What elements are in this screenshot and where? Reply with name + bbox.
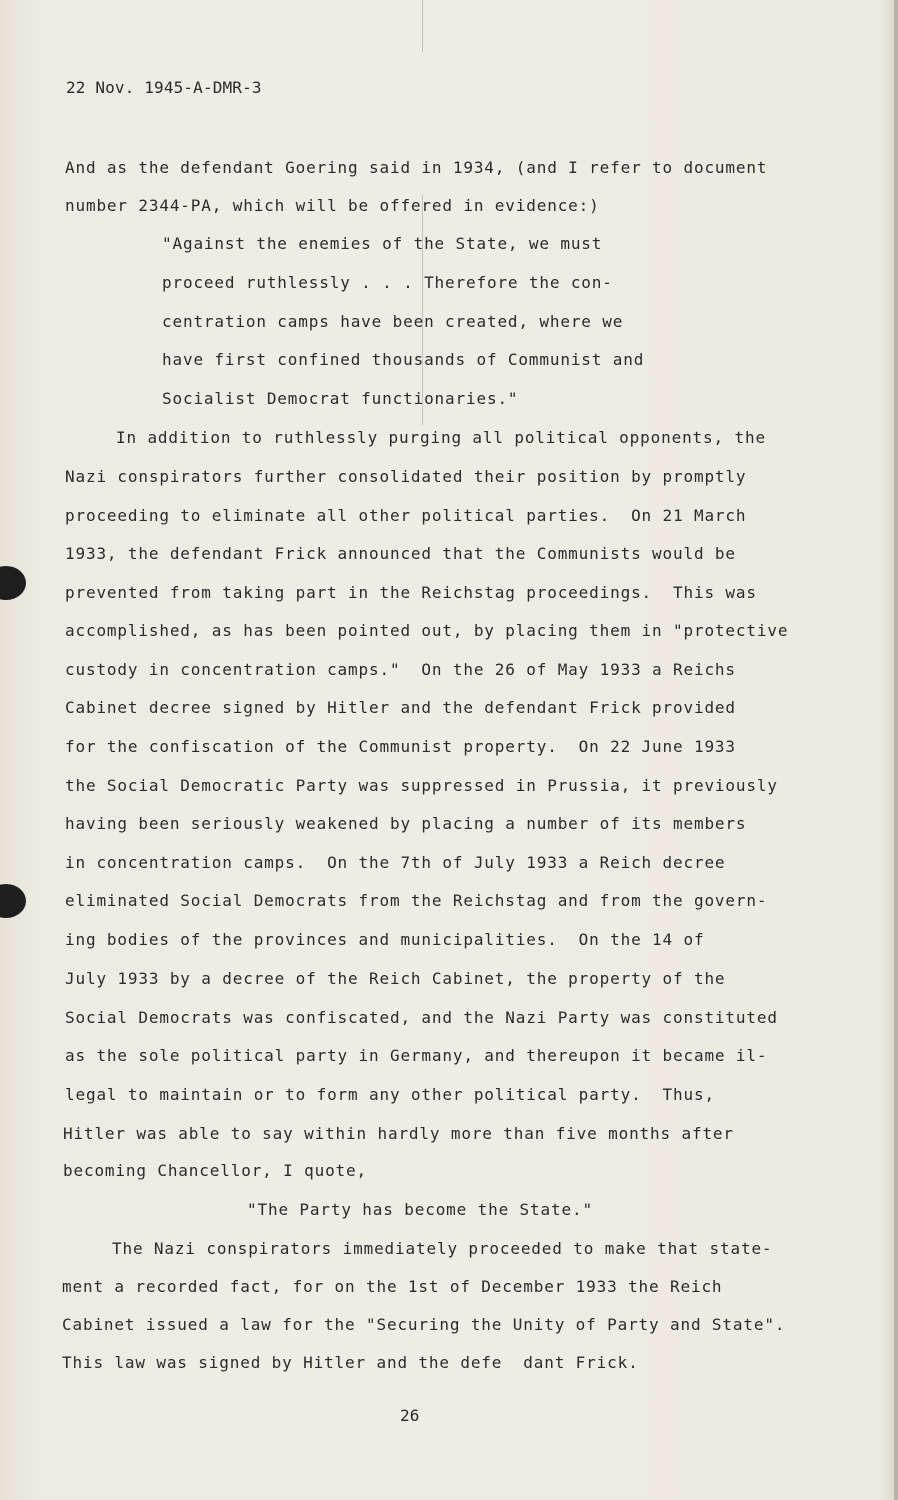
text-line: And as the defendant Goering said in 1934, (and I refer to document [65,158,768,177]
text-line: ment a recorded fact, for on the 1st of December 1933 the Reich [62,1277,723,1296]
quote-line: have first confined thousands of Communist and [162,350,645,369]
text-line: eliminated Social Democrats from the Reichstag and from the govern- [65,891,768,910]
text-line: becoming Chancellor, I quote, [63,1161,368,1180]
quote-line: "Against the enemies of the State, we must [162,234,603,253]
text-line: Hitler was able to say within hardly more than five months after [63,1124,734,1143]
page-edge-shadow [894,0,898,1500]
text-line: 1933, the defendant Frick announced that the Communists would be [65,544,736,563]
text-line: custody in concentration camps." On the 26 of May 1933 a Reichs [65,660,736,679]
fold-mark [422,0,423,52]
quote-line: centration camps have been created, where we [162,312,624,331]
punch-hole [0,566,26,600]
quote-line: Socialist Democrat functionaries." [162,389,519,408]
text-line: Cabinet issued a law for the "Securing the Unity of Party and State". [62,1315,786,1334]
text-line: This law was signed by Hitler and the defe dant Frick. [62,1353,639,1372]
text-line: accomplished, as has been pointed out, by placing them in "protective [65,621,789,640]
text-line: for the confiscation of the Communist property. On 22 June 1933 [65,737,736,756]
text-line: legal to maintain or to form any other political party. Thus, [65,1085,715,1104]
page-number: 26 [400,1406,420,1425]
text-line: ing bodies of the provinces and municipalities. On the 14 of [65,930,705,949]
text-line: as the sole political party in Germany, and thereupon it became il- [65,1046,768,1065]
text-line: number 2344-PA, which will be offered in evidence:) [65,196,600,215]
text-line: in concentration camps. On the 7th of July 1933 a Reich decree [65,853,726,872]
quote-line: proceed ruthlessly . . . Therefore the con- [162,273,613,292]
punch-hole [0,884,26,918]
paragraph-first-line: In addition to ruthlessly purging all political opponents, the [116,428,766,447]
text-line: Nazi conspirators further consolidated their position by promptly [65,467,747,486]
text-line: July 1933 by a decree of the Reich Cabinet, the property of the [65,969,726,988]
quote-line: "The Party has become the State." [247,1200,593,1219]
text-line: Cabinet decree signed by Hitler and the defendant Frick provided [65,698,736,717]
text-line: having been seriously weakened by placing a number of its members [65,814,747,833]
paragraph-first-line: The Nazi conspirators immediately proceeded to make that state- [112,1239,773,1258]
text-line: prevented from taking part in the Reichstag proceedings. This was [65,583,757,602]
text-line: the Social Democratic Party was suppressed in Prussia, it previously [65,776,778,795]
document-reference-header: 22 Nov. 1945-A-DMR-3 [66,78,262,97]
text-line: proceeding to eliminate all other political parties. On 21 March [65,506,747,525]
text-line: Social Democrats was confiscated, and the Nazi Party was constituted [65,1008,778,1027]
